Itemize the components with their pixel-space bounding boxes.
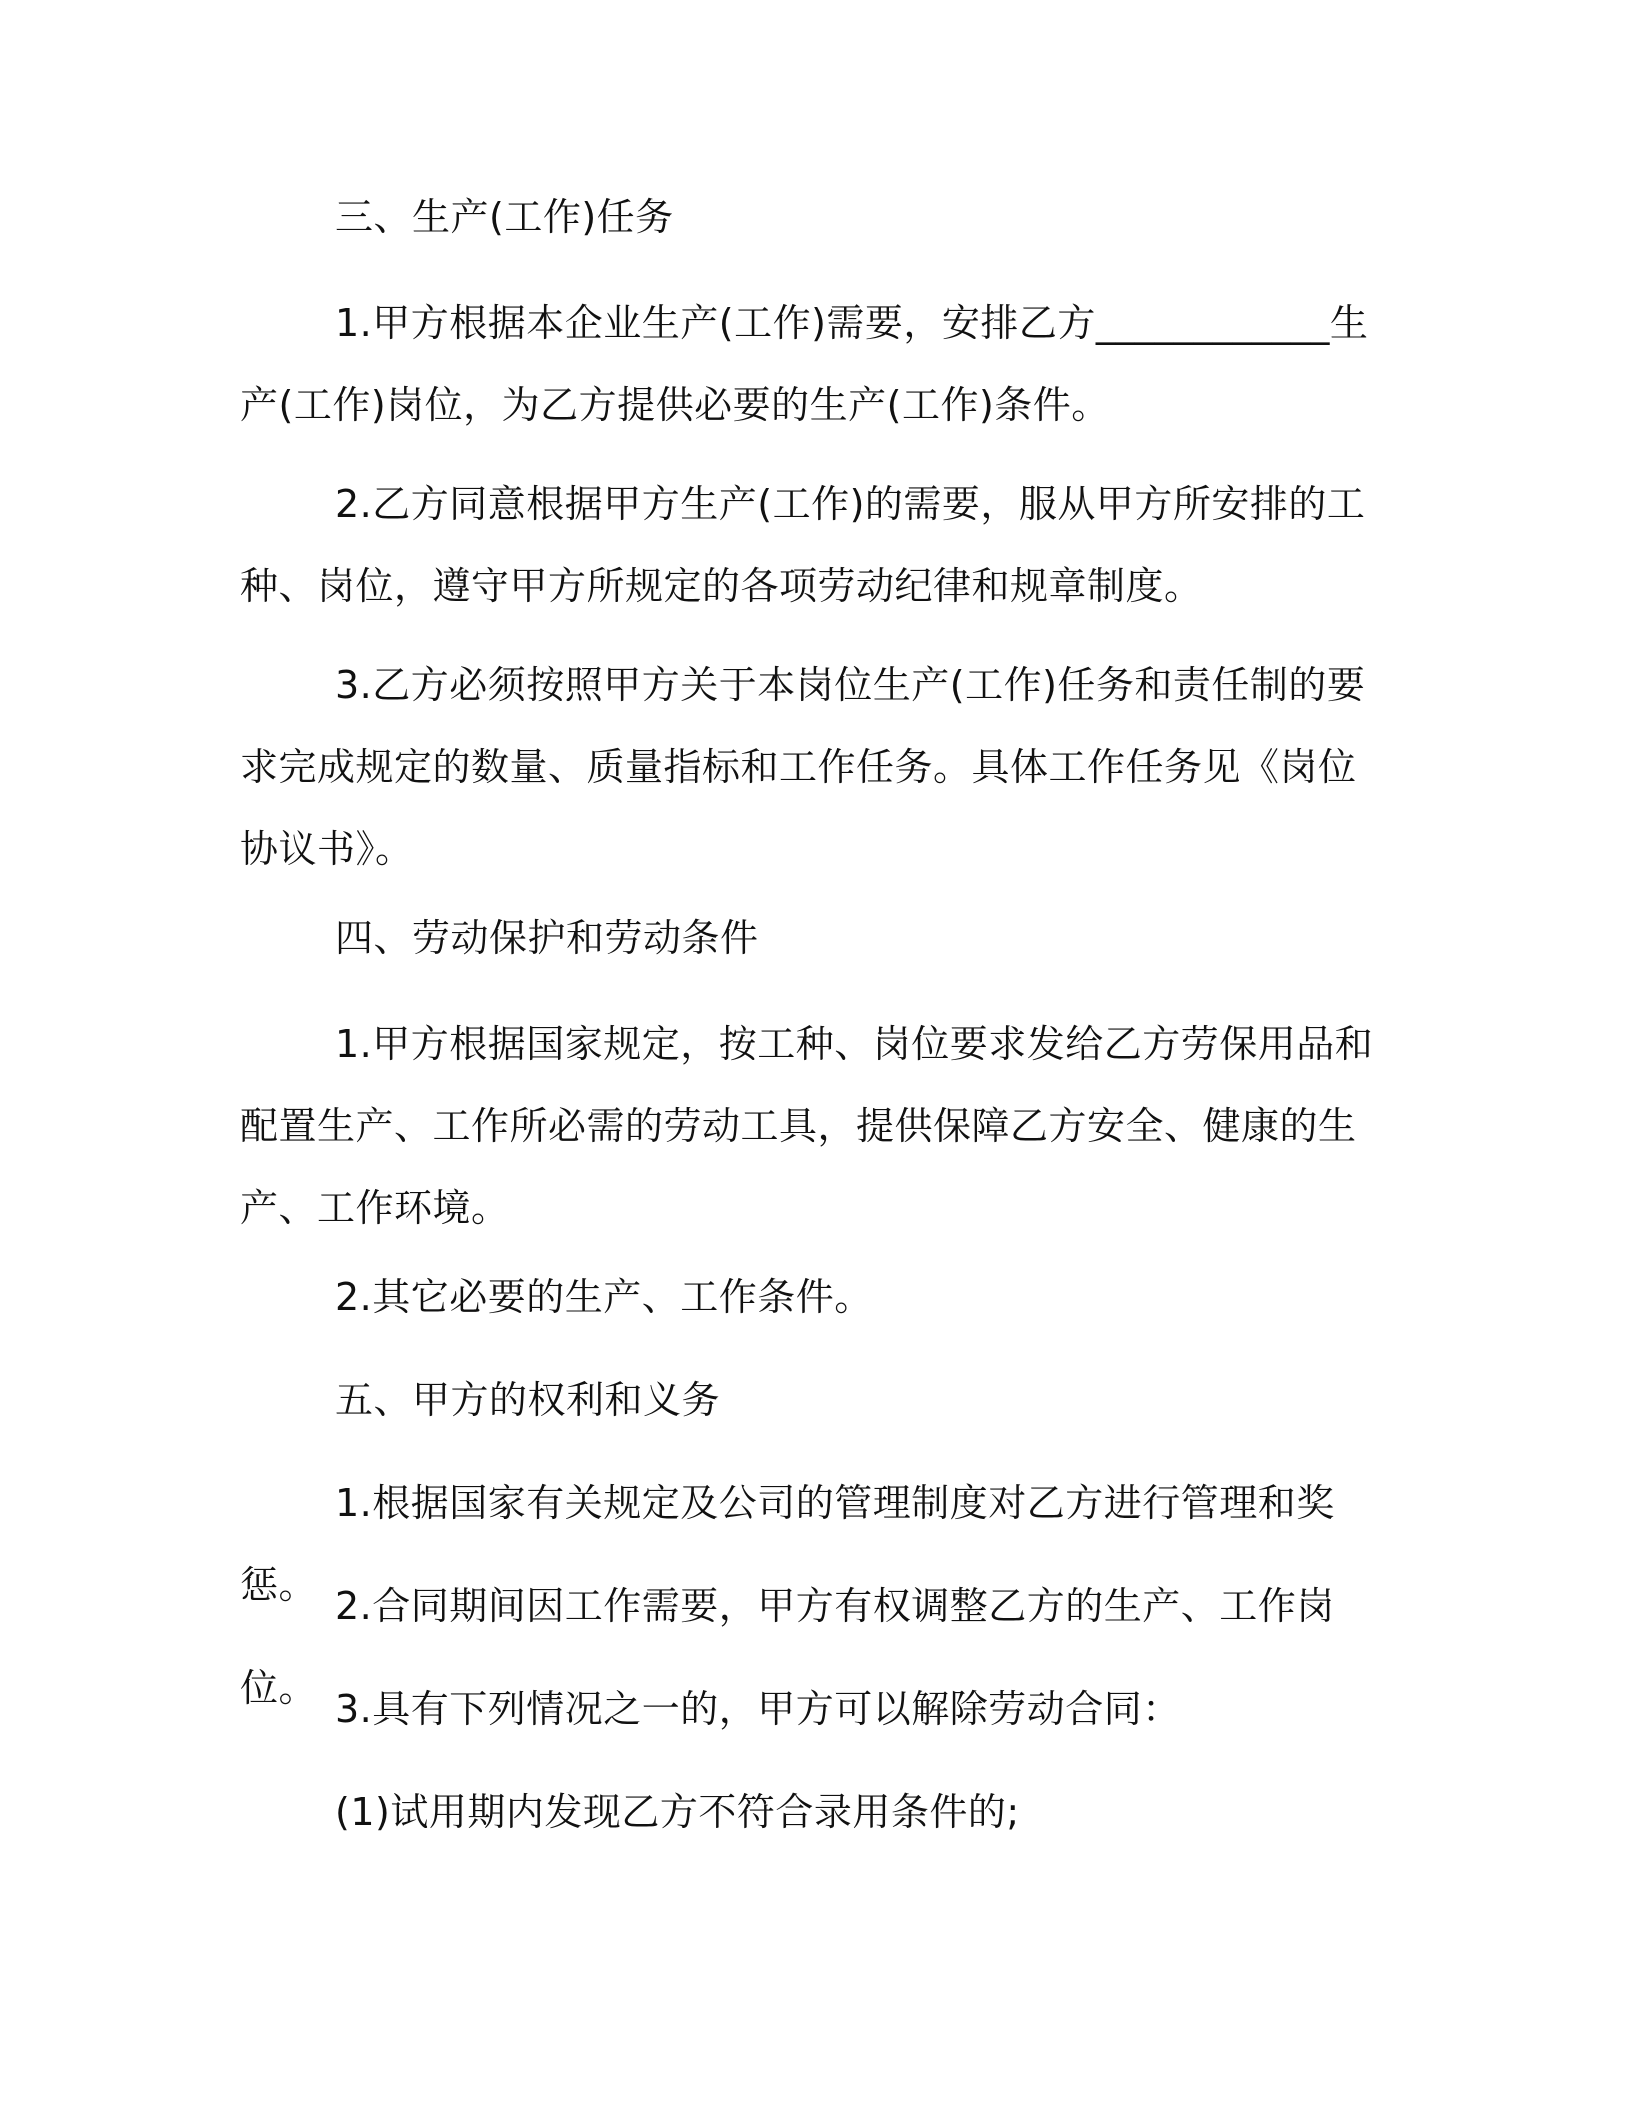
section-5-heading: 五、甲方的权利和义务 [335, 1378, 721, 1422]
section-4-item-2: 2.其它必要的生产、工作条件。 [335, 1275, 873, 1319]
section-3-item-2: 2.乙方同意根据甲方生产(工作)的需要，服从甲方所安排的工种、岗位，遵守甲方所规定的各项劳动纪律和规章制度。 [240, 482, 1366, 608]
section-3-item-3: 3.乙方必须按照甲方关于本岗位生产(工作)任务和责任制的要求完成规定的数量、质量指标和工作任务。具体工作任务见《岗位协议书》。 [240, 663, 1366, 871]
section-5-item-3-sub-1: (1)试用期内发现乙方不符合录用条件的; [335, 1790, 1020, 1834]
section-3-heading: 三、生产(工作)任务 [335, 195, 674, 239]
section-4-item-1: 1.甲方根据国家规定，按工种、岗位要求发给乙方劳保用品和配置生产、工作所必需的劳动工具，提供保障乙方安全、健康的生产、工作环境。 [240, 1022, 1374, 1230]
section-3-item-1: 1.甲方根据本企业生产(工作)需要，安排乙方____________生产(工作)岗位，为乙方提供必要的生产(工作)条件。 [240, 301, 1369, 427]
section-4-heading: 四、劳动保护和劳动条件 [335, 916, 759, 960]
section-5-item-1: 1.根据国家有关规定及公司的管理制度对乙方进行管理和奖惩。 [240, 1481, 1335, 1607]
section-5-item-3: 3.具有下列情况之一的，甲方可以解除劳动合同： [335, 1687, 1181, 1731]
section-5-item-2: 2.合同期间因工作需要，甲方有权调整乙方的生产、工作岗位。 [240, 1584, 1335, 1710]
